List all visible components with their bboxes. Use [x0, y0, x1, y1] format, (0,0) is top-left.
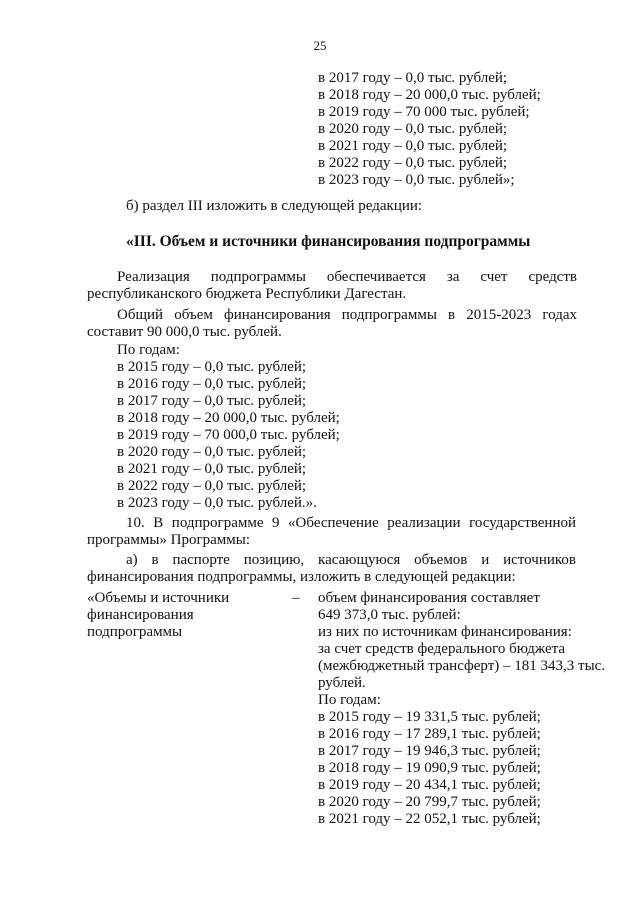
top-year-item: в 2019 году – 70 000 тыс. рублей; [318, 104, 530, 120]
year-item: в 2020 году – 0,0 тыс. рублей; [117, 444, 307, 460]
top-year-item: в 2023 году – 0,0 тыс. рублей»; [318, 172, 515, 188]
item-a-line-2: финансирования подпрограммы, изложить в следующей редакции: [87, 569, 516, 585]
years-list [117, 342, 340, 512]
passport-label-line: финансирования [87, 607, 194, 623]
passport-value-line: в 2018 году – 19 090,9 тыс. рублей; [318, 760, 541, 776]
passport-value-line: в 2015 году – 19 331,5 тыс. рублей; [318, 709, 541, 725]
paragraph-2-line-1: Общий объем финансирования подпрограммы в 2015-2023 годах [117, 307, 577, 323]
top-year-item: в 2022 году – 0,0 тыс. рублей; [318, 155, 508, 171]
year-item: в 2016 году – 0,0 тыс. рублей; [117, 376, 307, 392]
top-year-item: в 2018 году – 20 000,0 тыс. рублей; [318, 87, 541, 103]
years-heading: По годам: [117, 342, 180, 358]
paragraph-2-line-2: составит 90 000,0 тыс. рублей. [87, 324, 282, 340]
page-number: 25 [313, 38, 327, 53]
year-item: в 2017 году – 0,0 тыс. рублей; [117, 393, 307, 409]
passport-value-line: в 2021 году – 22 052,1 тыс. рублей; [318, 811, 541, 827]
top-year-item: в 2017 году – 0,0 тыс. рублей; [318, 70, 508, 86]
top-year-item: в 2021 году – 0,0 тыс. рублей; [318, 138, 508, 154]
passport-label-line: подпрограммы [87, 624, 183, 640]
passport-value-line: за счет средств федерального бюджета [318, 641, 566, 657]
passport-value [318, 590, 606, 828]
year-item: в 2023 году – 0,0 тыс. рублей.». [117, 495, 317, 511]
year-item: в 2022 году – 0,0 тыс. рублей; [117, 478, 307, 494]
section-heading: «III. Объем и источники финансирования подпрограммы [126, 233, 531, 250]
top-year-item: в 2020 году – 0,0 тыс. рублей; [318, 121, 508, 137]
passport-value-line: в 2019 году – 20 434,1 тыс. рублей; [318, 777, 541, 793]
passport-value-line: (межбюджетный трансферт) – 181 343,3 тыс. [318, 658, 606, 674]
paragraph-1-line-1: Реализация подпрограммы обеспечивается за счет средств [117, 269, 577, 285]
passport-value-line: в 2017 году – 19 946,3 тыс. рублей; [318, 743, 541, 759]
passport-value-line: 649 373,0 тыс. рублей: [318, 607, 461, 623]
passport-value-line: По годам: [318, 692, 381, 708]
passport-label [87, 590, 267, 641]
top-year-list [318, 70, 541, 189]
year-item: в 2018 году – 20 000,0 тыс. рублей; [117, 410, 340, 426]
item-a-line-1: а) в паспорте позицию, касающуюся объемов и источников [126, 552, 576, 568]
passport-value-line: рублей. [318, 675, 366, 691]
passport-label-line: «Объемы и источники [87, 590, 230, 606]
item-10-line-2: программы» Программы: [87, 532, 251, 548]
passport-value-line: из них по источникам финансирования: [318, 624, 572, 640]
paragraph-1-line-2: республиканского бюджета Республики Дагестан. [87, 286, 407, 302]
instruction-b: б) раздел III изложить в следующей редакции: [126, 198, 423, 214]
year-item: в 2019 году – 70 000,0 тыс. рублей; [117, 427, 340, 443]
passport-dash: – [292, 590, 300, 606]
passport-value-line: объем финансирования составляет [318, 590, 540, 606]
year-item: в 2021 году – 0,0 тыс. рублей; [117, 461, 307, 477]
passport-value-line: в 2020 году – 20 799,7 тыс. рублей; [318, 794, 541, 810]
passport-value-line: в 2016 году – 17 289,1 тыс. рублей; [318, 726, 541, 742]
year-item: в 2015 году – 0,0 тыс. рублей; [117, 359, 307, 375]
item-10-line-1: 10. В подпрограмме 9 «Обеспечение реализации государственной [126, 515, 576, 531]
